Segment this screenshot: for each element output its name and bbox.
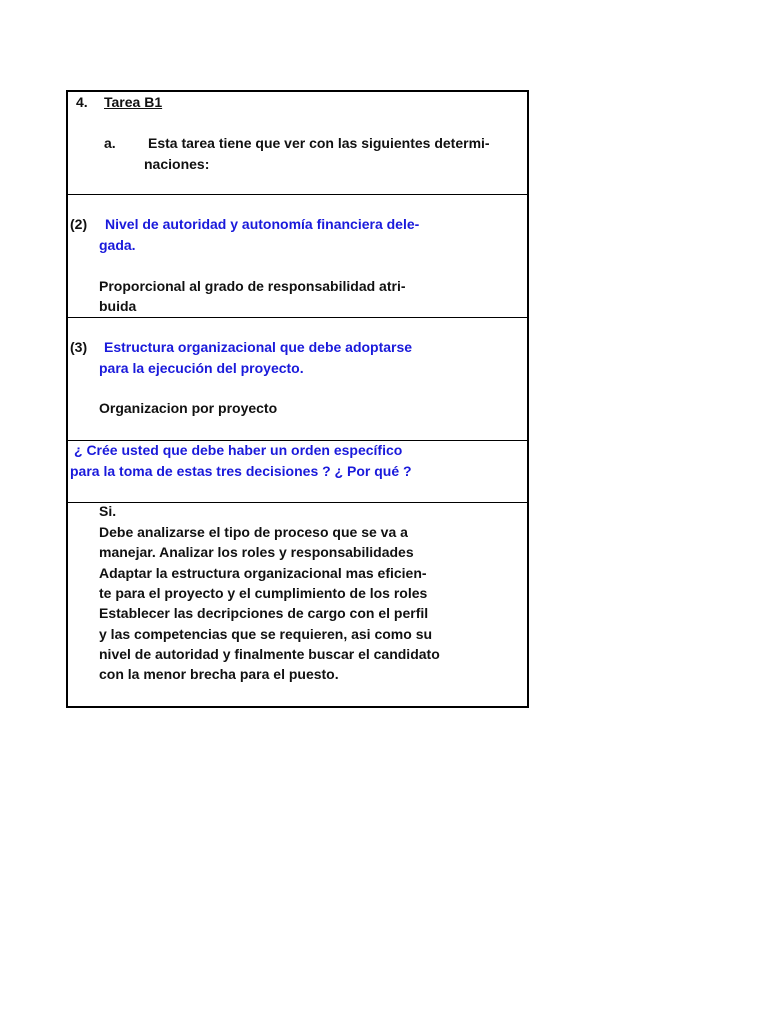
answer-line: con la menor brecha para el puesto.	[99, 666, 339, 682]
section-heading-line-1: Estructura organizacional que debe adoptarse	[104, 339, 413, 355]
answer-line: Establecer las decripciones de cargo con el perfil	[99, 605, 429, 621]
section-estructura	[68, 318, 527, 441]
section-title: Tarea B1	[104, 94, 163, 110]
item-text-line-1: Esta tarea tiene que ver con las siguientes determi-	[148, 135, 490, 151]
question-block	[68, 441, 527, 503]
answer-line: manejar. Analizar los roles y responsabilidades	[99, 544, 414, 560]
answer-line: Debe analizarse el tipo de proceso que se va a	[99, 524, 408, 540]
section-autoridad	[68, 195, 527, 318]
question-line-1: ¿ Crée usted que debe haber un orden específico	[74, 442, 403, 458]
answer-block	[68, 503, 527, 706]
item-letter: a.	[104, 135, 116, 151]
section-number: (3)	[70, 339, 88, 355]
section-answer-line-1: Proporcional al grado de responsabilidad atri-	[99, 278, 406, 294]
section-heading-line-1: Nivel de autoridad y autonomía financiera dele-	[105, 216, 420, 232]
document-table	[66, 90, 529, 708]
section-answer: Organizacion por proyecto	[99, 400, 278, 416]
answer-line: Adaptar la estructura organizacional mas eficien-	[99, 565, 427, 581]
section-heading-line-2: gada.	[99, 237, 136, 253]
answer-line: Si.	[99, 503, 117, 519]
section-answer-line-2: buida	[99, 298, 137, 314]
section-tarea-b1	[68, 92, 527, 195]
answer-line: te para el proyecto y el cumplimiento de los roles	[99, 585, 428, 601]
section-number: (2)	[70, 216, 88, 232]
answer-line: y las competencias que se requieren, asi como su	[99, 626, 433, 642]
answer-line: nivel de autoridad y finalmente buscar el candidato	[99, 646, 440, 662]
section-number: 4.	[76, 94, 88, 110]
question-line-2: para la toma de estas tres decisiones ? ¿ Por qué ?	[70, 463, 412, 479]
section-heading-line-2: para la ejecución del proyecto.	[99, 360, 304, 376]
item-text-line-2: naciones:	[144, 156, 210, 172]
